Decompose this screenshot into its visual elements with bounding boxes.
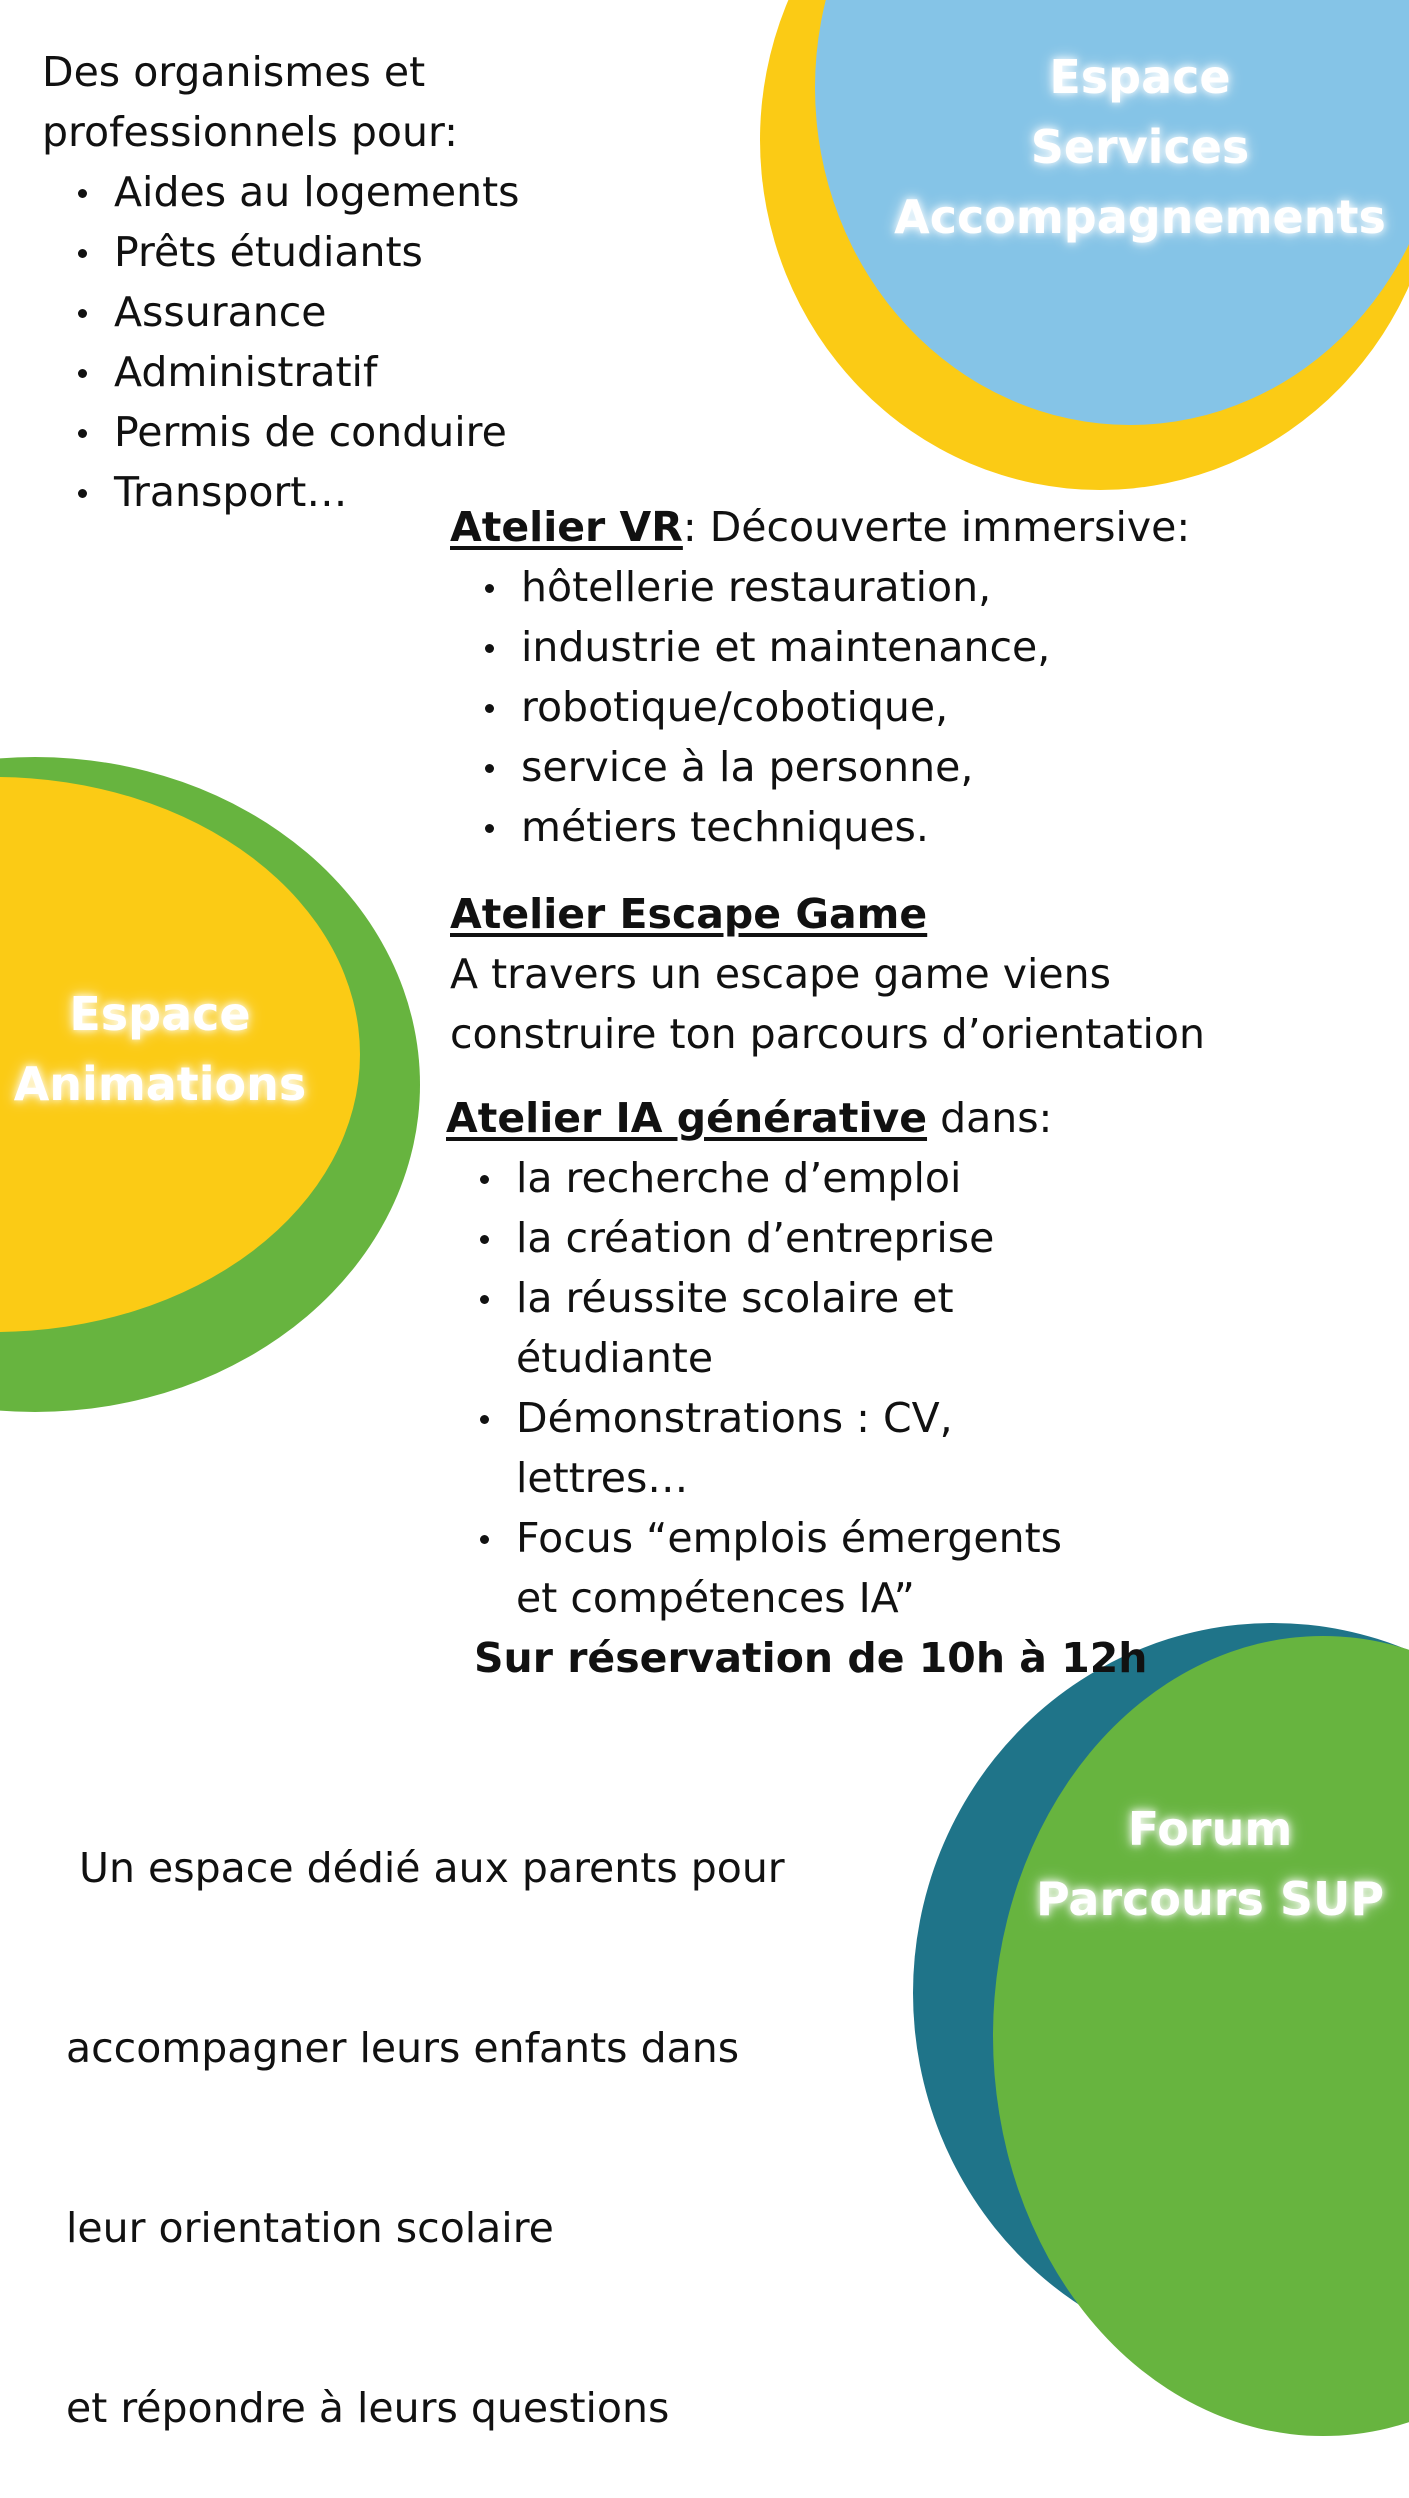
- list-item: la recherche d’emploi: [470, 1148, 1110, 1208]
- list-item: Démonstrations : CV, lettres…: [470, 1388, 1110, 1508]
- list-item: hôtellerie restauration,: [475, 557, 1350, 617]
- services-circle-title: [870, 42, 1409, 252]
- list-item: Transport…: [68, 462, 682, 522]
- services-title-line-1: Espace: [1049, 50, 1231, 104]
- animations-circle-title: [0, 979, 320, 1119]
- list-item: la création d’entreprise: [470, 1208, 1110, 1268]
- organismes-list: [68, 162, 682, 522]
- list-item: Focus “emplois émergents et compétences IA”: [470, 1508, 1110, 1628]
- organismes-block: [42, 42, 682, 522]
- list-item: métiers techniques.: [475, 797, 1350, 857]
- atelier-vr-list: [475, 557, 1350, 857]
- atelier-vr-subtitle: : Découverte immersive:: [682, 503, 1191, 551]
- atelier-ia-list: [470, 1148, 1110, 1628]
- list-item: Aides au logements: [68, 162, 682, 222]
- services-title-line-3: Accompagnements: [894, 190, 1386, 244]
- atelier-escape-heading: Atelier Escape Game: [450, 890, 928, 938]
- list-item: service à la personne,: [475, 737, 1350, 797]
- parents-line-4: et répondre à leurs questions: [66, 2384, 670, 2432]
- atelier-vr-heading: Atelier VR: [450, 503, 683, 551]
- forum-circle-title: [1020, 1794, 1400, 1934]
- list-item: Permis de conduire: [68, 402, 682, 462]
- list-item: Prêts étudiants: [68, 222, 682, 282]
- list-item: la réussite scolaire et étudiante: [470, 1268, 1110, 1388]
- atelier-vr-block: [450, 497, 1350, 857]
- services-title-line-2: Services: [1030, 120, 1250, 174]
- parents-line-1: Un espace dédié aux parents pour: [66, 1844, 785, 1892]
- organismes-intro-line-1: Des organismes et: [42, 48, 426, 96]
- atelier-ia-heading: Atelier IA générative: [446, 1094, 928, 1142]
- list-item: industrie et maintenance,: [475, 617, 1350, 677]
- reservation-note: Sur réservation de 10h à 12h: [474, 1634, 1148, 1682]
- parents-block: [66, 1718, 866, 2498]
- animations-title-line-2: Animations: [13, 1057, 307, 1111]
- organismes-intro-line-2: professionnels pour:: [42, 108, 458, 156]
- atelier-ia-subtitle: dans:: [927, 1094, 1053, 1142]
- forum-title-line-2: Parcours SUP: [1035, 1872, 1385, 1926]
- parents-line-3: leur orientation scolaire: [66, 2204, 554, 2252]
- atelier-escape-line-2: construire ton parcours d’orientation: [450, 1010, 1205, 1058]
- atelier-escape-block: [450, 884, 1350, 1064]
- atelier-escape-line-1: A travers un escape game viens: [450, 950, 1111, 998]
- list-item: robotique/cobotique,: [475, 677, 1350, 737]
- forum-title-line-1: Forum: [1127, 1802, 1293, 1856]
- animations-title-line-1: Espace: [69, 987, 251, 1041]
- atelier-ia-block: [446, 1088, 1206, 1688]
- list-item: Assurance: [68, 282, 682, 342]
- list-item: Administratif: [68, 342, 682, 402]
- parents-line-2: accompagner leurs enfants dans: [66, 2024, 740, 2072]
